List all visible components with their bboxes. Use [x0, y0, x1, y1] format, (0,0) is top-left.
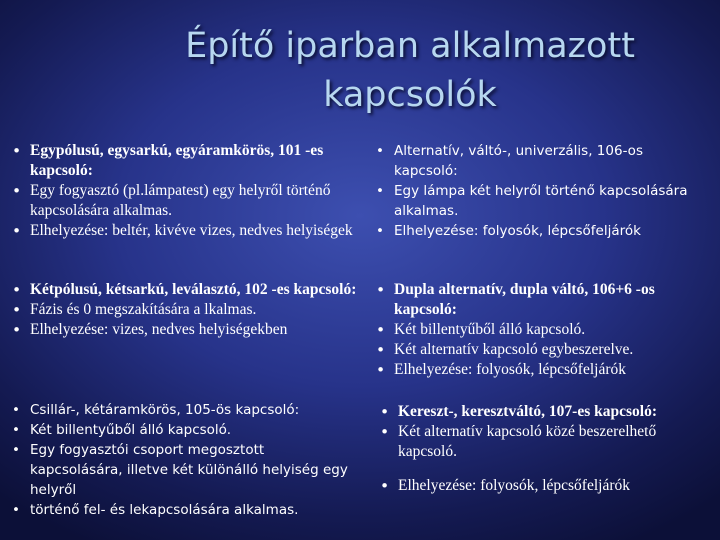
list-item: • Kétpólusú, kétsarkú, leválasztó, 102 -es kapcsoló: — [8, 280, 358, 300]
list-item: • Egy lámpa két helyről történő kapcsolására alkalmas. — [372, 181, 707, 221]
list-item: • Kereszt-, keresztváltó, 107-es kapcsoló: — [376, 402, 711, 422]
block-switch-106 — [372, 141, 707, 241]
block-switch-105 — [8, 400, 358, 520]
list-item: • Elhelyezése: folyosók, lépcsőfeljárók — [376, 476, 711, 496]
list-item: • Egy fogyasztó (pl.lámpatest) egy helyről történő kapcsolására alkalmas. — [8, 181, 358, 221]
list-item: • Egy fogyasztói csoport megosztott kapcsolására, illetve két különálló helyiség egy helyről — [8, 440, 358, 500]
slide-title — [130, 22, 690, 120]
list-item: • Fázis és 0 megszakítására a lkalmas. — [8, 300, 358, 320]
slide-title-line-1: Építő iparban alkalmazott — [185, 26, 635, 66]
block-switch-102 — [8, 280, 358, 340]
list-item: • Két billentyűből álló kapcsoló. — [372, 320, 712, 340]
list-item: • Dupla alternatív, dupla váltó, 106+6 -os kapcsoló: — [372, 280, 712, 320]
list-item: • Két billentyűből álló kapcsoló. — [8, 420, 358, 440]
list-item: • Egypólusú, egysarkú, egyáramkörös, 101 -es kapcsoló: — [8, 141, 358, 181]
block-switch-101 — [8, 141, 358, 241]
list-item: • Elhelyezése: folyosók, lépcsőfeljárók — [372, 360, 712, 380]
block-switch-106-6 — [372, 280, 712, 380]
slide-title-line-2: kapcsolók — [323, 75, 497, 115]
list-item: • Elhelyezése: vizes, nedves helyiségekben — [8, 320, 358, 340]
list-item: • történő fel- és lekapcsolására alkalmas. — [8, 500, 358, 520]
block-switch-107 — [376, 402, 711, 496]
list-item: • Két alternatív kapcsoló közé beszerelhető kapcsoló. — [376, 422, 711, 462]
list-item: • Két alternatív kapcsoló egybeszerelve. — [372, 340, 712, 360]
list-item: • Elhelyezése: beltér, kivéve vizes, nedves helyiségek — [8, 221, 358, 241]
list-item: • Csillár-, kétáramkörös, 105-ös kapcsoló: — [8, 400, 358, 420]
list-item: • Alternatív, váltó-, univerzális, 106-os kapcsoló: — [372, 141, 707, 181]
list-item: • Elhelyezése: folyosók, lépcsőfeljárók — [372, 221, 707, 241]
